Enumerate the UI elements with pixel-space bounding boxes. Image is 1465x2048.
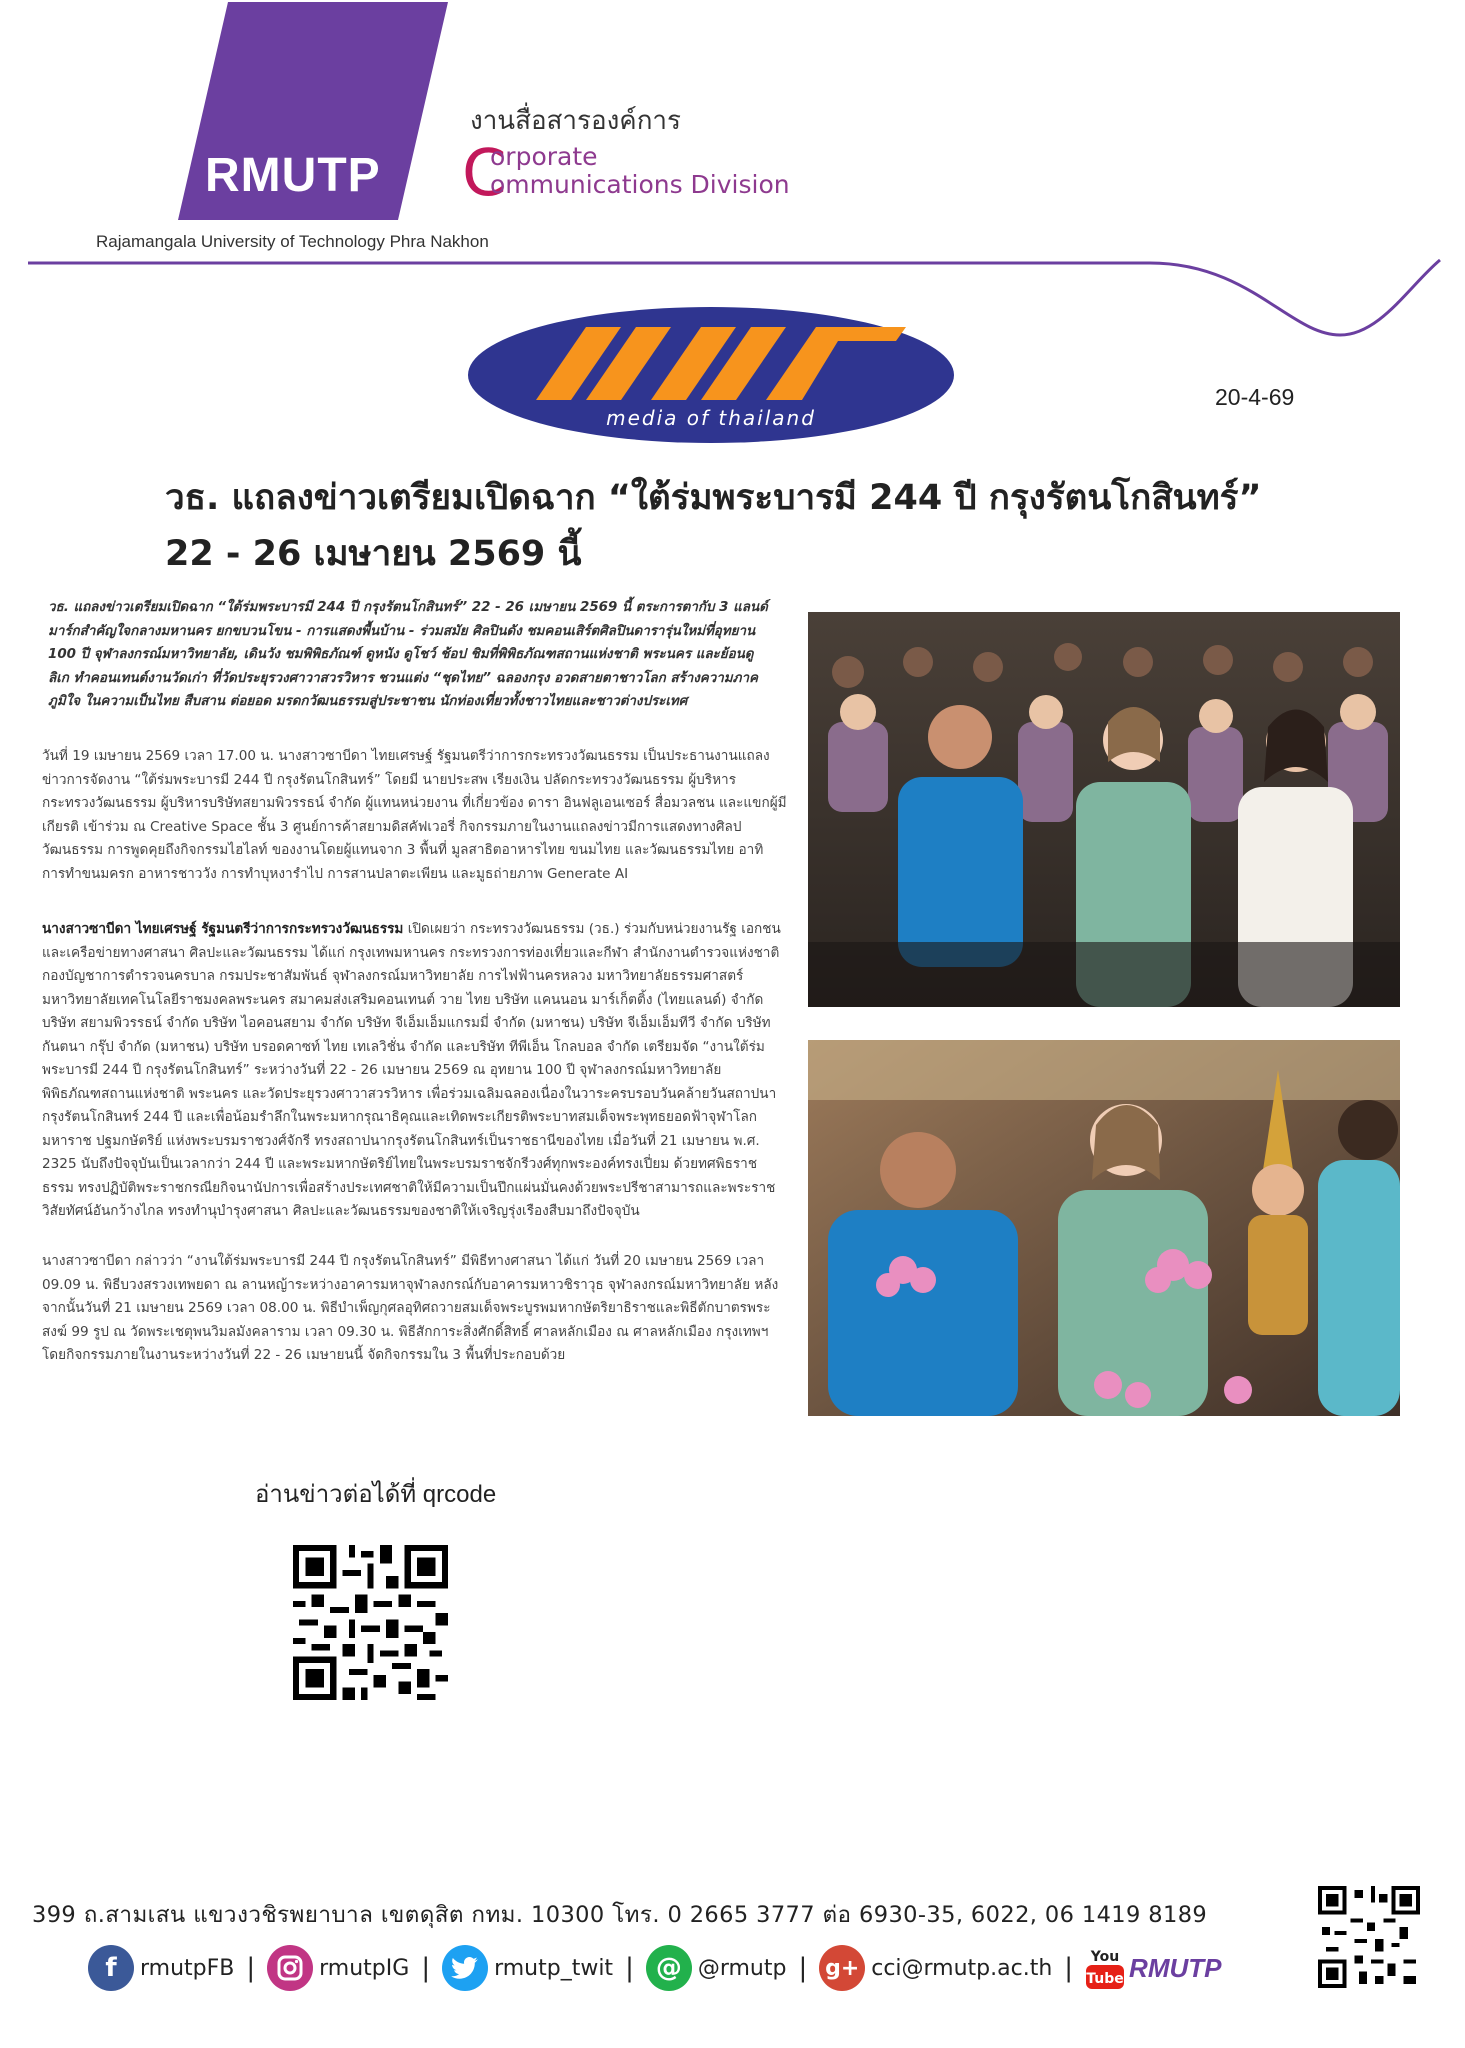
social-twitter[interactable] [442, 1945, 613, 1991]
university-name: Rajamangala University of Technology Phra Nakhon [96, 232, 489, 251]
facebook-icon: f [88, 1945, 134, 1991]
social-google-plus[interactable] [819, 1945, 1052, 1991]
social-line[interactable] [646, 1945, 787, 1991]
paragraph-2-speaker: นางสาวซาบีดา ไทยเศรษฐ์ รัฐมนตรีว่าการกระทรวงวัฒนธรรม [42, 921, 404, 937]
article-paragraph-3: นางสาวซาบีดา กล่าวว่า “งานใต้ร่มพระบารมี 244 ปี กรุงรัตนโกสินทร์” มีพิธีทางศาสนา ได้แก่ วันที่ 20 เมษายน 2569 เวลา 09.09 น. พิธีบวงสรวงเทพยดา ณ ลานหญ้าระหว่างอาคารมหาจุฬาลงกรณ์กับอาคารมหาวชิราวุธ จุฬาลงกรณ์มหาวิทยาลัย หลังจากนั้นวันที่ 21 เมษายน 2569 เวลา 08.00 น. พิธีบำเพ็ญกุศลอุทิศถวายสมเด็จพระบูรพมหากษัตริยาธิราชและพิธีตักบาตรพระสงฆ์ 99 รูป ณ วัดพระเชตุพนวิมลมังคลาราม เวลา 09.30 น. พิธีสักการะสิ่งศักดิ์สิทธิ์ ศาลหลักเมือง ณ ศาลหลักเมือง กรุงเทพฯ โดยกิจกรรมภายในงานระหว่างวันที่ 22 - 26 เมษายนนี้ จัดกิจกรรมใน 3 พื้นที่ประกอบด้วย [42, 1253, 779, 1363]
social-instagram[interactable] [267, 1945, 409, 1991]
social-facebook-label: rmutpFB [140, 1955, 235, 1981]
ceremony-flower-offering-photo [808, 1040, 1400, 1416]
article-paragraph-2 [42, 918, 787, 1224]
social-youtube-label: RMUTP [1129, 1952, 1222, 1983]
rmutp-logo-text: RMUTP [205, 149, 381, 202]
youtube-icon [1085, 1945, 1125, 1991]
article-headline: วธ. แถลงข่าวเตรียมเปิดฉาก “ใต้ร่มพระบารมี 244 ปี กรุงรัตนโกสินทร์” 22 - 26 เมษายน 2569 นี้ [165, 478, 1262, 574]
paragraph-2-body: เปิดเผยว่า กระทรวงวัฒนธรรม (วธ.) ร่วมกับหน่วยงานรัฐ เอกชนและเครือข่ายทางศาสนา ศิลปะและวัฒนธรรม ได้แก่ กรุงเทพมหานคร กระทรวงการท่องเที่ยวและกีฬา สำนักงานตำรวจแห่งชาติ กองบัญชาการตำรวจนครบาล กรมประชาสัมพันธ์ จุฬาลงกรณ์มหาวิทยาลัย การไฟฟ้านครหลวง มหาวิทยาลัยธรรมศาสตร์ มหาวิทยาลัยเทคโนโลยีราชมงคลพระนคร สมาคมส่งเสริมคอนเทนต์ วาย ไทย บริษัท แคนนอน มาร์เก็ตติ้ง (ไทยแลนด์) จำกัด บริษัท สยามพิวรรธน์ จำกัด บริษัท ไอคอนสยาม จำกัด บริษัท จีเอ็มเอ็มแกรมมี่ จำกัด (มหาชน) บริษัท จีเอ็มเอ็มทีวี จำกัด บริษัท กันตนา กรุ๊ป จำกัด (มหาชน) บริษัท บรอดคาซท์ ไทย เทเลวิชั่น จำกัด และบริษัท ทีพีเอ็น โกลบอล จำกัด เตรียมจัด “งานใต้ร่มพระบารมี 244 ปี กรุงรัตนโกสินทร์” ระหว่างวันที่ 22 - 26 เมษายน 2569 ณ อุทยาน 100 ปี จุฬาลงกรณ์มหาวิทยาลัย พิพิธภัณฑสถานแห่งชาติ พระนคร และวัดประยุรวงศาวาสวรวิหาร เพื่อร่วมเฉลิมฉลองเนื่องในวาระครบรอบวันคล้ายวันสถาปนากรุงรัตนโกสินทร์ 244 ปี และเพื่อน้อมรำลึกในพระมหากรุณาธิคุณและเทิดพระเกียรติพระบาทสมเด็จพระพุทธยอดฟ้าจุฬาโลกมหาราช ปฐมกษัตริย์ แห่งพระบรมราชวงศ์จักรี ทรงสถาปนากรุงรัตนโกสินทร์เป็นราชธานีของไทย เมื่อวันที่ 21 เมษายน พ.ศ. 2325 นับถึงปัจจุบันเป็นเวลากว่า 244 ปี และพระมหากษัตริย์ไทยในพระบรมราชจักรีวงศ์ทุกพระองค์ทรงเปี่ยม ด้วยทศพิธราชธรรม ทรงปฏิบัติพระราชกรณียกิจนานัปการเพื่อสร้างประเทศชาติให้มีความเป็นปึกแผ่นมั่นคงด้วยพระปรีชาสามารถและพระราชวิสัยทัศน์อันกว้างไกล ทรงทำนุบำรุงศาสนา ศิลปะและวัฒนธรรมของชาติให้เจริญรุ่งเรืองสืบมาถึงปัจจุบัน [42, 921, 781, 1219]
social-facebook[interactable] [88, 1945, 234, 1991]
media-of-thailand-logo [466, 305, 956, 445]
svg-text:media of thailand: media of thailand [606, 406, 816, 430]
department-name-thai: งานสื่อสารองค์การ [470, 106, 681, 136]
article-qr-code[interactable] [293, 1545, 448, 1700]
line-icon: @ [646, 1945, 692, 1991]
separator: | [421, 1953, 431, 1983]
instagram-icon [267, 1945, 313, 1991]
article-lead: วธ. แถลงข่าวเตรียมเปิดฉาก “ใต้ร่มพระบารมี 244 ปี กรุงรัตนโกสินทร์” 22 - 26 เมษายน 2569 นี้ ตระการตากับ 3 แลนด์มาร์กสำคัญใจกลางมหานคร ยกขบวนโขน - การแสดงพื้นบ้าน - ร่วมสมัย ศิลปินดัง ชมคอนเสิร์ตศิลปินดารารุ่นใหม่ที่อุทยาน 100 ปี จุฬาลงกรณ์มหาวิทยาลัย, เดินวัง ชมพิพิธภัณฑ์ ดูหนัง ดูโชว์ ช้อป ชิมที่พิพิธภัณฑสถานแห่งชาติ พระนคร และย้อนดูลิเก ทำคอนเทนต์งานวัดเก่า ที่วัดประยุรวงศาวาสวรวิหาร ชวนแต่ง “ชุดไทย” ฉลองกรุง อวดสายตาชาวโลก สร้างความภาคภูมิใจ ในความเป็นไทย สืบสาน ต่อยอด มรดกวัฒนธรรมสู่ประชาชน นักท่องเที่ยวทั้งชาวไทยและชาวต่างประเทศ [48, 600, 768, 709]
twitter-icon [442, 1945, 488, 1991]
social-links [88, 1942, 1221, 1994]
social-instagram-label: rmutpIG [319, 1955, 410, 1981]
publication-date: 20-4-69 [1215, 384, 1295, 410]
footer-qr-code[interactable] [1318, 1886, 1420, 1988]
qr-code-caption: อ่านข่าวต่อได้ที่ qrcode [255, 1481, 497, 1508]
press-conference-audience-photo [808, 612, 1400, 1007]
separator: | [246, 1953, 256, 1983]
separator: | [798, 1953, 808, 1983]
svg-text:C: C [462, 137, 507, 205]
svg-text:ommunications Division: ommunications Division [490, 170, 790, 199]
footer-address: 399 ถ.สามเสน แขวงวชิรพยาบาล เขตดุสิต กทม. 10300 โทร. 0 2665 3777 ต่อ 6930-35, 6022, 06 1419 8189 [32, 1902, 1208, 1928]
google-plus-icon: g+ [819, 1945, 865, 1991]
social-youtube[interactable] [1085, 1945, 1221, 1991]
social-line-label: @rmutp [697, 1955, 787, 1981]
article-paragraph-1: วันที่ 19 เมษายน 2569 เวลา 17.00 น. นางสาวซาบีดา ไทยเศรษฐ์ รัฐมนตรีว่าการกระทรวงวัฒนธรรม เป็นประธานงานแถลงข่าวการจัดงาน “ใต้ร่มพระบารมี 244 ปี กรุงรัตนโกสินทร์” โดยมี นายประสพ เรียงเงิน ปลัดกระทรวงวัฒนธรรม ผู้บริหารกระทรวงวัฒนธรรม ผู้บริหารบริษัทสยามพิวรรธน์ จำกัด ผู้แทนหน่วยงาน ที่เกี่ยวข้อง ดารา อินฟลูเอนเซอร์ สื่อมวลชน และแขกผู้มีเกียรติ เข้าร่วม ณ Creative Space ชั้น 3 ศูนย์การค้าสยามดิสคัฟเวอรี่ กิจกรรมภายในงานแถลงข่าวมีการแสดงทางศิลปวัฒนธรรม การพูดคุยถึงกิจกรรมไฮไลท์ ของงานโดยผู้แทนจาก 3 พื้นที่ มูลสาธิตอาหารไทย ขนมไทย และวัฒนธรรมไทย อาทิ การทำขนมครก อาหารชาววัง การทำบุหงารำไป การสานปลาตะเพียน และมูธถ่ายภาพ Generate AI [42, 748, 787, 882]
svg-text:You: You [1090, 1949, 1120, 1965]
separator: | [625, 1953, 634, 1983]
social-twitter-label: rmutp_twit [494, 1955, 614, 1981]
svg-text:orporate: orporate [490, 142, 598, 171]
department-name-english [462, 135, 882, 205]
separator: | [1064, 1953, 1074, 1983]
social-google-plus-label: cci@rmutp.ac.th [871, 1955, 1053, 1981]
svg-text:Tube: Tube [1086, 1971, 1124, 1987]
